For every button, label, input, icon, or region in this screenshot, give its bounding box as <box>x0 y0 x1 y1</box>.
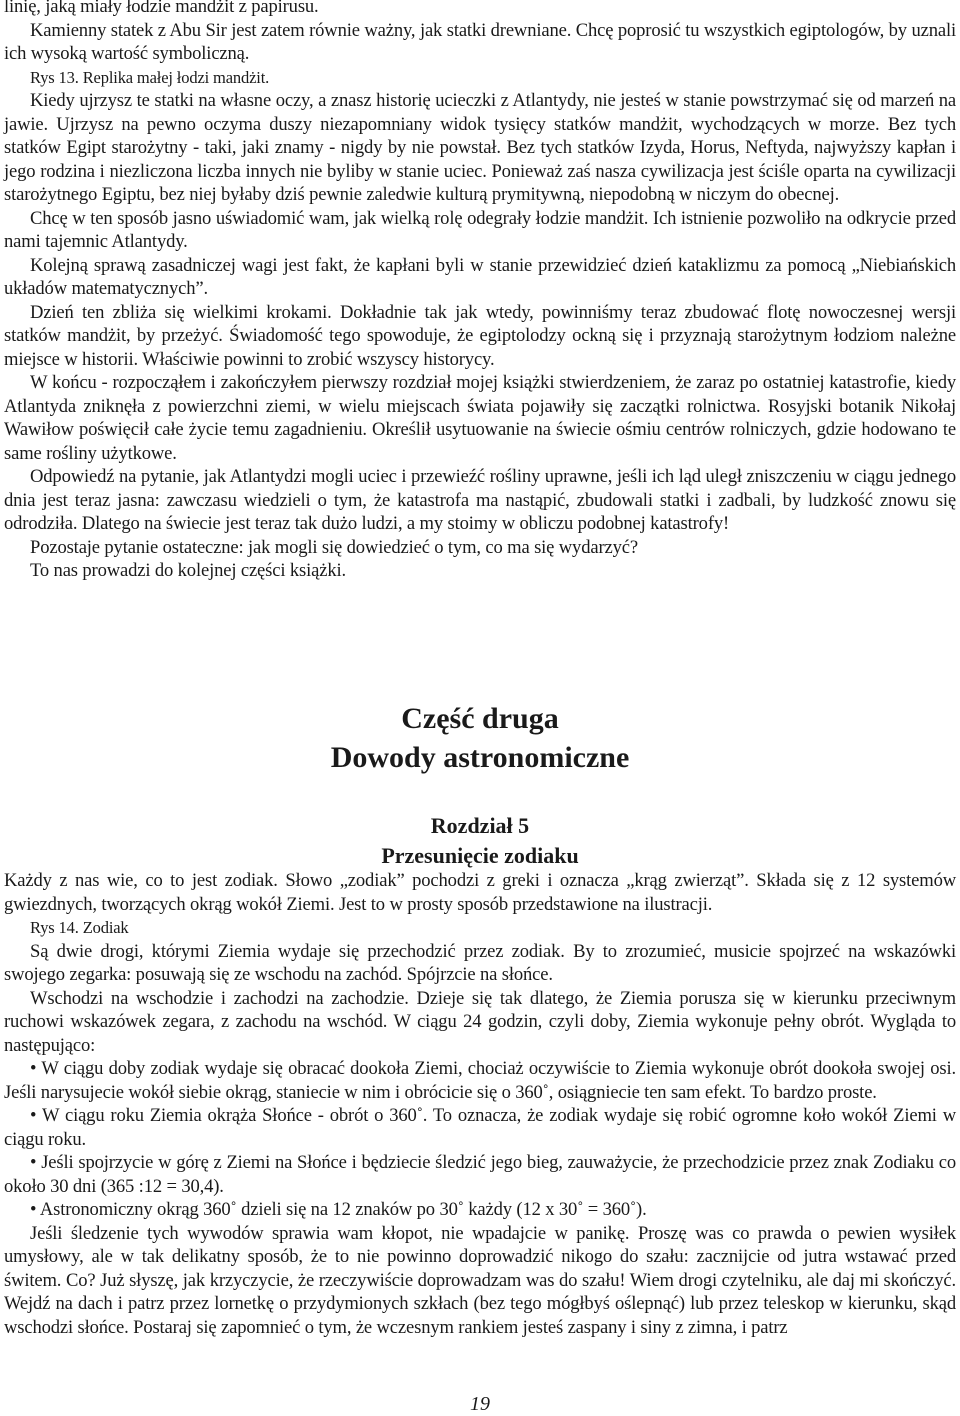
paragraph: • W ciągu roku Ziemia okrąża Słońce - obrót o 360˚. To oznacza, że zodiak wydaje się robić ogromne koło wokół Ziemi w ciągu roku. <box>4 1105 956 1150</box>
paragraph: Pozostaje pytanie ostateczne: jak mogli się dowiedzieć o tym, co ma się wydarzyć? <box>30 536 638 558</box>
chapter-number: Rozdział 5 <box>430 813 530 838</box>
part-subtitle: Dowody astronomiczne <box>330 741 630 774</box>
paragraph: • Astronomiczny okrąg 360˚ dzieli się na 12 znaków po 30˚ każdy (12 x 30˚ = 360˚). <box>30 1199 647 1220</box>
paragraph: • Jeśli spojrzycie w górę z Ziemi na Słońce i będziecie śledzić jego bieg, zauważycie, że przechodzicie przez znak Zodiaku co około 30 dni (365 :12 = 30,4). <box>4 1152 956 1197</box>
paragraph: To nas prowadzi do kolejnej części książki. <box>30 560 346 581</box>
chapter-title: Przesunięcie zodiaku <box>381 843 579 868</box>
paragraph: linię, jaką miały łodzie mandżit z papirusu. <box>4 0 319 17</box>
paragraph: Kiedy ujrzysz te statki na własne oczy, a znasz historię ucieczki z Atlantydy, nie jesteś w stanie powstrzymać się od marzeń na jawie. Ujrzysz na pewno oczyma duszy niezapomniany widok tysięcy statków mandżit, wychodzących w morze. Bez tych statków Egipt starożytny - taki, jaki znamy - nigdy by nie powstał. Bez tych statków Izyda, Horus, Neftyda, najwyższy kapłan i jego rodzina i niezliczona liczba innych nie byliby w stanie uciec. Ponieważ zaś nasza cywilizacja jest ściśle oparta na cywilizacji starożytnego Egiptu, bez niej byłaby dziś pewnie zaledwie kulturą prymitywną, niepodobną w niczym do obecnej. <box>4 90 956 205</box>
paragraph: Są dwie drogi, którymi Ziemia wydaje się przechodzić przez zodiak. By to zrozumieć, musicie spojrzeć na wskazówki swojego zegarka: posuwają się ze wschodu na zachód. Spójrzcie na słońce. <box>4 940 956 985</box>
paragraph: Odpowiedź na pytanie, jak Atlantydzi mogli uciec i przewieźć rośliny uprawne, jeśli ich ląd uległ zniszczeniu w ciągu jednego dnia jest teraz jasna: zawczasu wiedzieli o tym, że katastrofa ma nastąpić, zbudowali statki i zadbali, by ludzkość znowu się odrodziła. Dlatego na świecie jest teraz tak dużo ludzi, a my stoimy w obliczu podobnej katastrofy! <box>4 466 956 534</box>
body-text-top <box>4 0 956 583</box>
paragraph: Chcę w ten sposób jasno uświadomić wam, jak wielką rolę odegrały łodzie mandżit. Ich istnienie pozwoliło na odkrycie przed nami tajemnic Atlantydy. <box>4 207 956 252</box>
paragraph: • W ciągu doby zodiak wydaje się obracać dookoła Ziemi, chociaż oczywiście to Ziemia wykonuje obrót dookoła swojej osi. Jeśli narysujecie wokół siebie okrąg, staniecie w nim i obrócicie się o 360˚, osiągniecie ten sam efekt. To bardzo proste. <box>4 1058 956 1103</box>
figure-caption: Rys 13. Replika małej łodzi mandżit. <box>30 67 270 87</box>
page-number: 19 <box>470 1393 490 1415</box>
paragraph: W końcu - rozpocząłem i zakończyłem pierwszy rozdział mojej książki stwierdzeniem, że zaraz po ostatniej katastrofie, kiedy Atlantyda zniknęła z powierzchni ziemi, w wielu miejscach świata pojawiły się zaczątki rolnictwa. Rosyjski botanik Nikołaj Wawiłow poświęcił całe życie temu zagadnieniu. Określił usytuowanie na świecie ośmiu centrów rolniczych, gdzie hodowano te same rośliny użytkowe. <box>4 372 956 464</box>
figure-caption: Rys 14. Zodiak <box>30 918 129 937</box>
body-text-bottom <box>4 869 956 1339</box>
paragraph: Wschodzi na wschodzie i zachodzi na zachodzie. Dzieje się tak dlatego, że Ziemia porusza się w kierunku przeciwnym ruchowi wskazówek zegara, z zachodu na wschód. W ciągu 24 godzin, czyli doby, Ziemia wykonuje pełny obrót. Wygląda to następująco: <box>4 987 956 1056</box>
paragraph: Jeśli śledzenie tych wywodów sprawia wam kłopot, nie wpadajcie w panikę. Proszę was co prawda o pewien wysiłek umysłowy, ale w tak delikatny sposób, że to nie powinno doprowadzić nikogo do szału: zacznijcie od jutra wstawać przed świtem. Co? Już słyszę, jak krzyczycie, że rzeczywiście doprowadzam was do szału! Wiem drogi czytelniku, ale daj mi skończyć. Wejdź na dach i patrz przez lornetkę o przydymionych szkłach (bez tego mógłbyś oślepnąć) lub przez teleskop w kierunku, skąd wschodzi słońce. Postaraj się zapomnieć o tym, że wczesnym rankiem jesteś zaspany i siny z zimna, i patrz <box>4 1222 956 1338</box>
paragraph: Każdy z nas wie, co to jest zodiak. Słowo „zodiak” pochodzi z greki i oznacza „krąg zwierząt”. Składa się z 12 systemów gwiezdnych, tworzących okrąg wokół Ziemi. Jest to w prosty sposób przedstawione na ilustracji. <box>4 870 956 915</box>
paragraph: Kamienny statek z Abu Sir jest zatem równie ważny, jak statki drewniane. Chcę poprosić tu wszystkich egiptologów, by uznali ich wysoką wartość symboliczną. <box>4 19 956 64</box>
paragraph: Kolejną sprawą zasadniczej wagi jest fakt, że kapłani byli w stanie przewidzieć dzień kataklizmu za pomocą „Niebiańskich układów matematycznych”. <box>4 254 956 299</box>
part-title: Część druga <box>401 702 559 735</box>
paragraph: Dzień ten zbliża się wielkimi krokami. Dokładnie tak jak wtedy, powinniśmy teraz zbudować flotę nowoczesnej wersji statków mandżit, by przeżyć. Świadomość tego spowoduje, że egiptolodzy ockną się i przyznają starożytnym łodziom należne miejsce w historii. Właściwie powinni to zrobić wszyscy historycy. <box>4 301 956 370</box>
